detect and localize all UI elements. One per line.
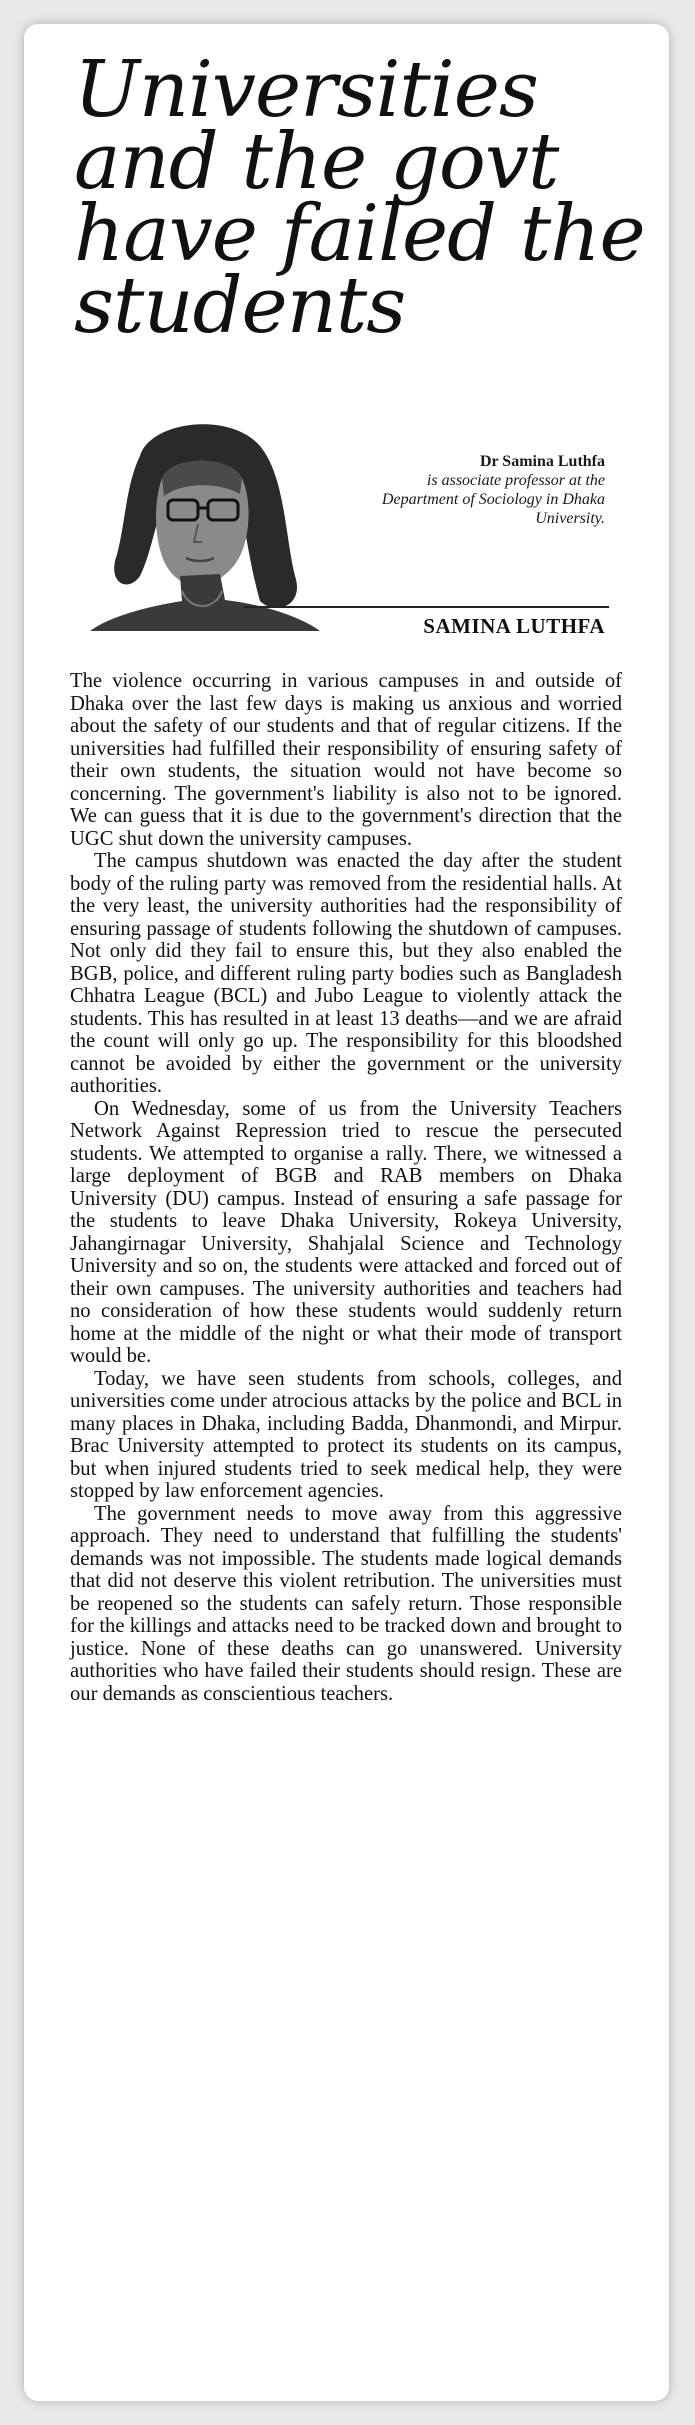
author-bio-name: Dr Samina Luthfa — [479, 453, 605, 470]
headline: Universities and the govt have failed the students — [74, 45, 645, 351]
paragraph: On Wednesday, some of us from the University Teachers Network Against Repression tried to rescue the persecuted students. We attempted to organise a rally. There, we witnessed a large deployment of BGB and RAB members on Dhaka University (DU) campus. Instead of ensuring a safe passage for the students to leave Dhaka University, Rokeya University, Jahangirnagar University, Shahjalal Science and Technology University and so on, the students were attacked and forced out of their own campuses. The university authorities and teachers had no consideration of how these students would suddenly return home at the middle of the night or what their mode of transport would be. — [70, 1097, 622, 1367]
byline-divider — [244, 606, 609, 608]
byline: SAMINA LUTHFA — [423, 614, 605, 638]
paragraph: The violence occurring in various campuses in and outside of Dhaka over the last few days is making us anxious and worried about the safety of our students and that of regular citizens. If the universities had fulfilled their responsibility of ensuring safety of their own students, the situation would not have become so concerning. The government's liability is also not to be ignored. We can guess that it is due to the government's direction that the UGC shut down the university campuses. — [70, 670, 622, 850]
author-bio-description: is associate professor at the Department of Sociology in Dhaka University. — [381, 472, 605, 527]
author-portrait-icon — [70, 416, 320, 631]
paragraph: The campus shutdown was enacted the day after the student body of the ruling party was removed from the residential halls. At the very least, the university authorities had the responsibility of ensuring passage of students following the shutdown of campuses. Not only did they fail to ensure this, but they also enabled the BGB, police, and different ruling party bodies such as Bangladesh Chhatra League (BCL) and Jubo League to violently attack the students. This has resulted in at least 13 deaths—and we are afraid the count will only go up. The responsibility for this bloodshed cannot be avoided by either the government or the university authorities. — [70, 850, 622, 1097]
article-body — [70, 670, 622, 1705]
author-bio — [365, 452, 605, 528]
paragraph: Today, we have seen students from schools, colleges, and universities come under atrocious attacks by the police and BCL in many places in Dhaka, including Badda, Dhanmondi, and Mirpur. Brac University attempted to protect its students on its campus, but when injured students tried to seek medical help, they were stopped by law enforcement agencies. — [70, 1367, 622, 1502]
paragraph: The government needs to move away from this aggressive approach. They need to understand that fulfilling the students' demands was not impossible. The students made logical demands that did not deserve this violent retribution. The universities must be reopened so the students can safely return. Those responsible for the killings and attacks need to be tracked down and brought to justice. None of these deaths can go unanswered. University authorities who have failed their students should resign. These are our demands as conscientious teachers. — [70, 1502, 622, 1705]
article-card — [24, 24, 669, 2401]
